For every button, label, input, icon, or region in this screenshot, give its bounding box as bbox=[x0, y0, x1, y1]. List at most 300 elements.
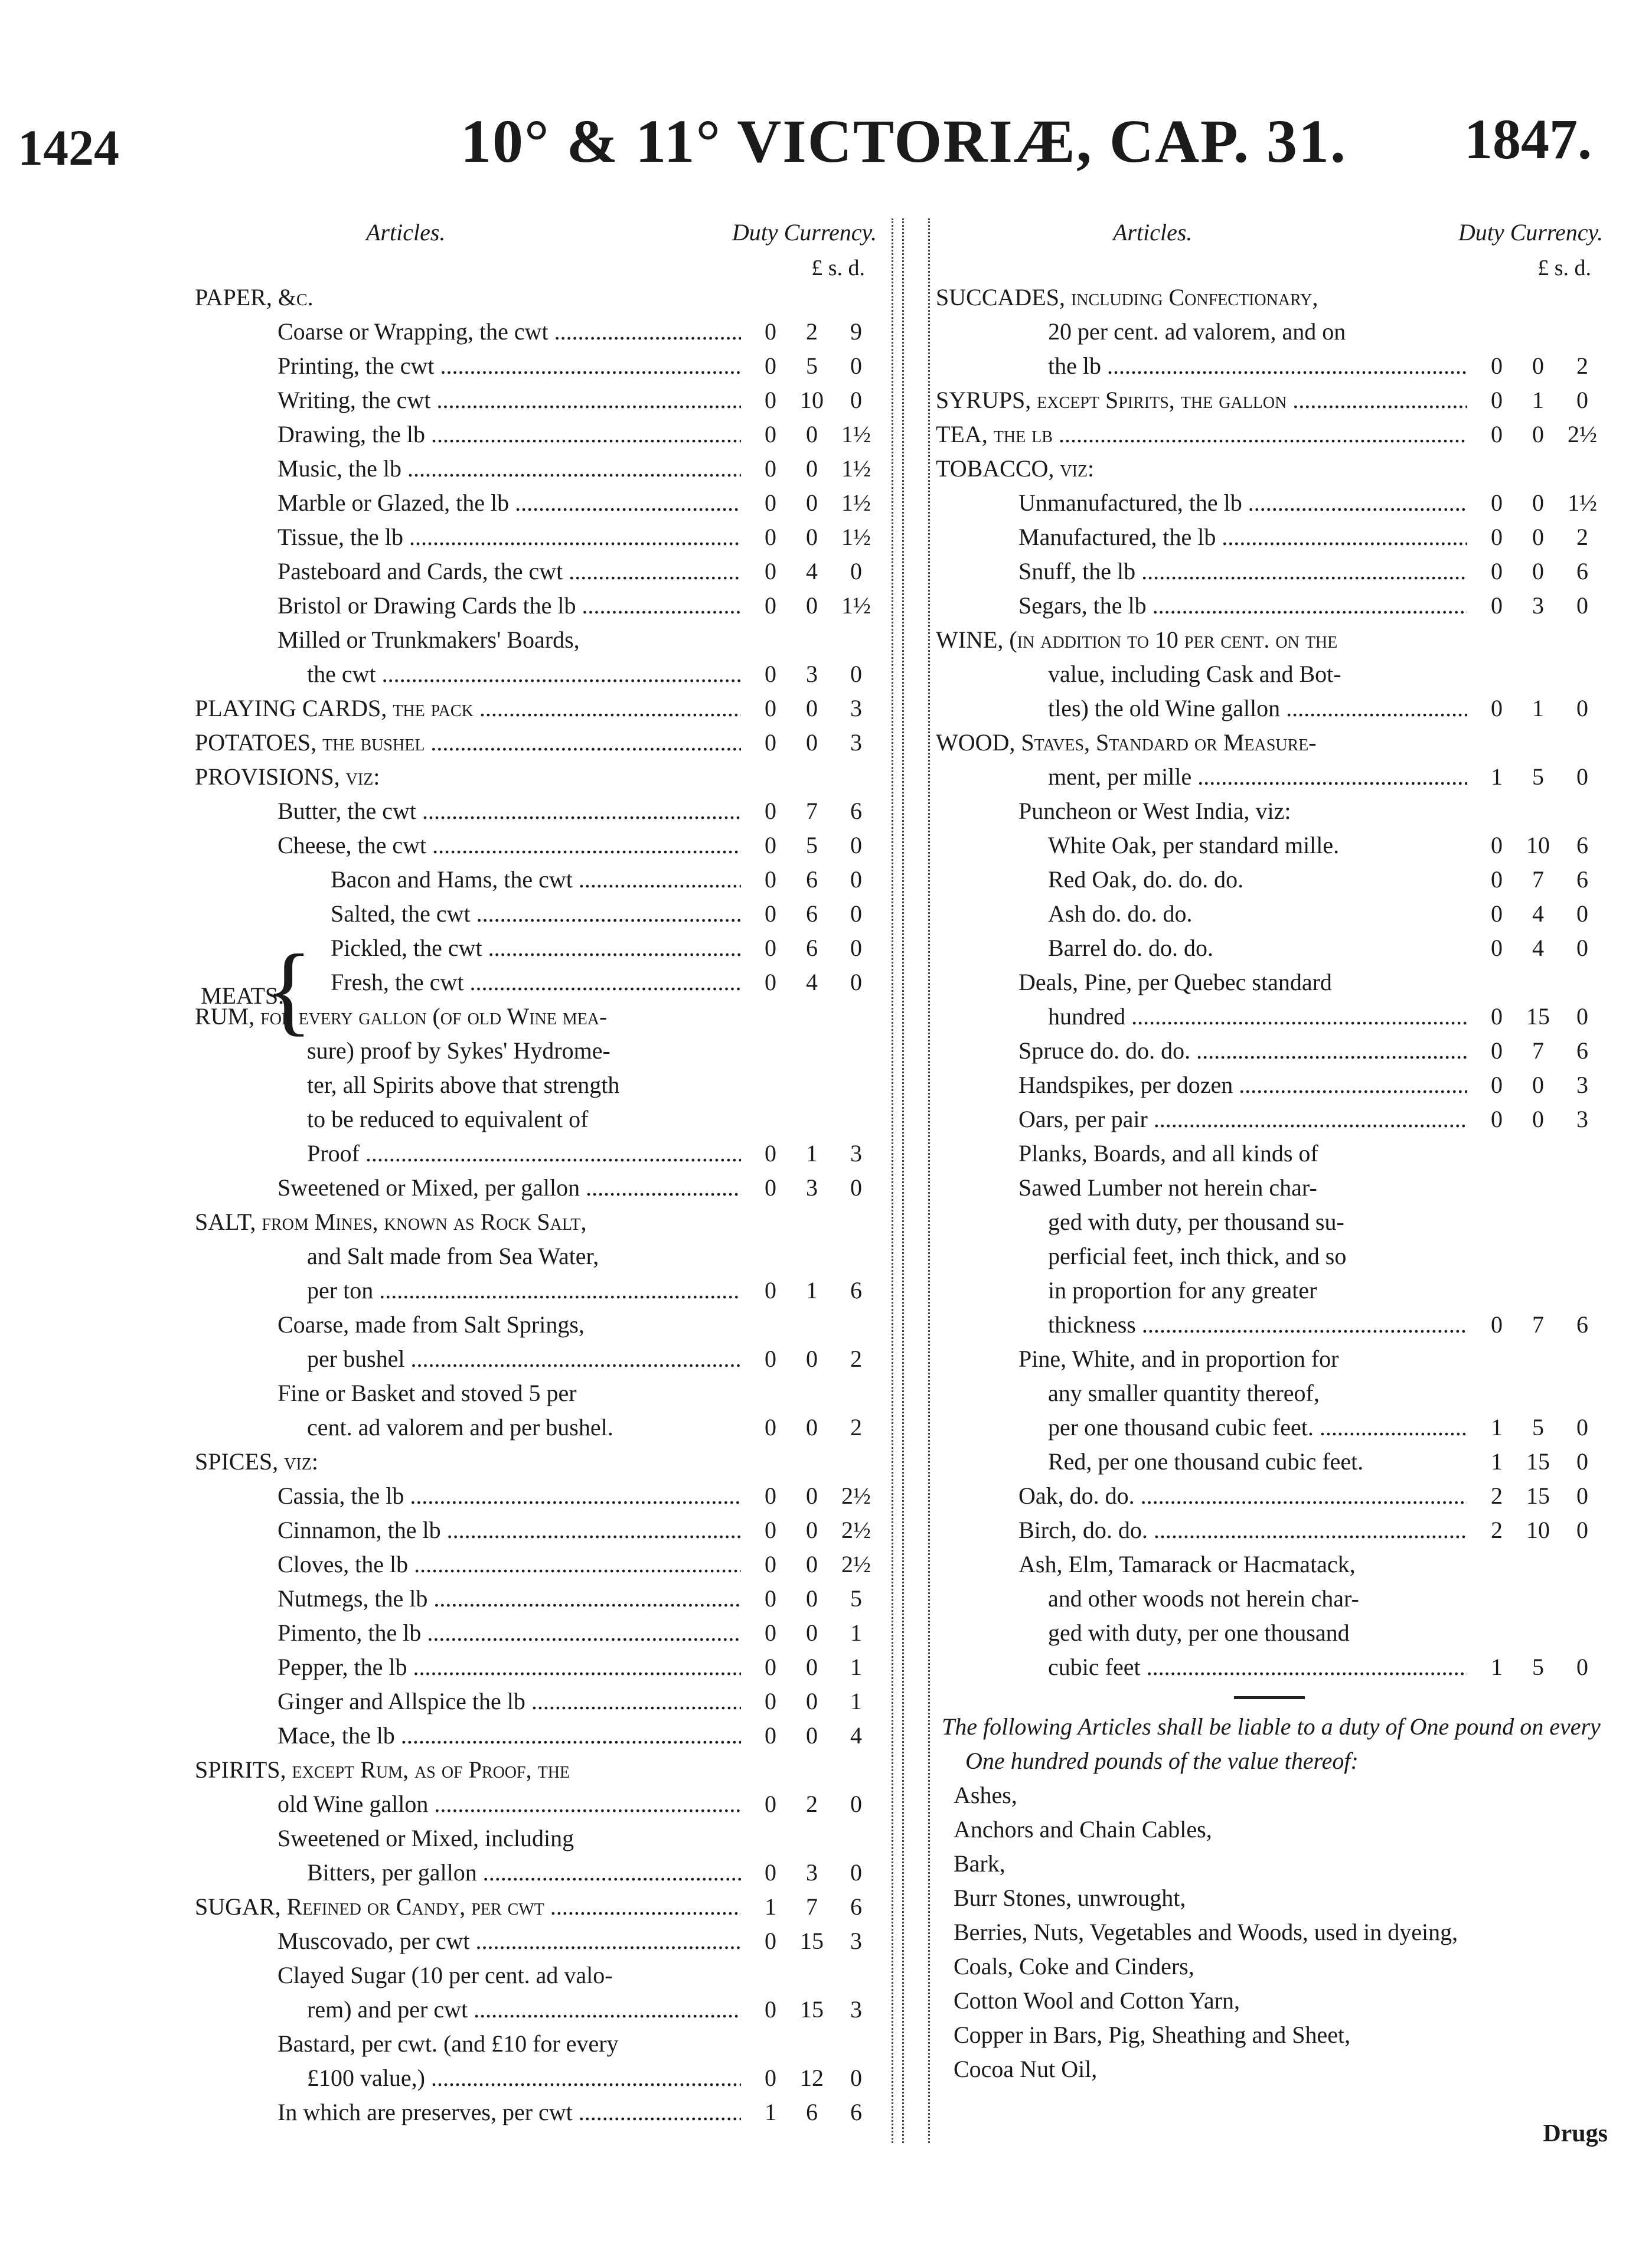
tariff-row bbox=[936, 657, 1603, 691]
article-text: Sawed Lumber not herein char- bbox=[1018, 1174, 1317, 1201]
tariff-row bbox=[195, 1513, 877, 1547]
tariff-row bbox=[936, 280, 1603, 315]
pence-value: 0 bbox=[850, 969, 862, 995]
tariff-row bbox=[195, 1342, 877, 1376]
article-text: Pasteboard and Cards, the cwt ..... bbox=[277, 554, 741, 589]
article-text: Music, the lb ..... bbox=[277, 452, 741, 486]
shillings-value: 6 bbox=[806, 2099, 818, 2125]
tariff-row bbox=[195, 828, 877, 863]
article-text: cubic feet ..... bbox=[1048, 1650, 1467, 1684]
article-text: TOBACCO, viz: bbox=[936, 455, 1095, 482]
pence-value: 0 bbox=[1576, 1414, 1588, 1441]
shillings-value: 0 bbox=[806, 421, 818, 448]
tariff-row bbox=[936, 452, 1603, 486]
shillings-value: 15 bbox=[800, 1996, 824, 2023]
pence-value: 2½ bbox=[1568, 421, 1597, 448]
tariff-row bbox=[195, 897, 877, 931]
shillings-value: 0 bbox=[806, 1585, 818, 1612]
pounds-value: 0 bbox=[765, 455, 776, 482]
tariff-row bbox=[195, 2027, 877, 2061]
article-text: Red, per one thousand cubic feet. bbox=[1048, 1448, 1364, 1475]
article-text: Nutmegs, the lb ..... bbox=[277, 1582, 741, 1616]
tariff-row bbox=[936, 1342, 1603, 1376]
article-text: hundred ..... bbox=[1048, 1000, 1467, 1034]
shillings-value: 6 bbox=[806, 900, 818, 927]
pence-value: 3 bbox=[1576, 1106, 1588, 1132]
tariff-row bbox=[195, 623, 877, 657]
shillings-value: 0 bbox=[1532, 352, 1544, 379]
tariff-row bbox=[195, 486, 877, 520]
article-text: Red Oak, do. do. do. bbox=[1048, 866, 1244, 893]
pounds-value: 0 bbox=[1491, 900, 1503, 927]
pounds-value: 0 bbox=[765, 969, 776, 995]
shillings-value: 10 bbox=[1526, 832, 1550, 858]
article-text: per ton ..... bbox=[307, 1273, 741, 1308]
pounds-value: 0 bbox=[765, 387, 776, 413]
pounds-value: 0 bbox=[1491, 387, 1503, 413]
article-text: to be reduced to equivalent of bbox=[307, 1106, 589, 1132]
article-text: RUM, for every gallon (of old Wine mea- bbox=[195, 1003, 608, 1030]
pence-value: 0 bbox=[850, 352, 862, 379]
tariff-row bbox=[195, 1958, 877, 1993]
ad-valorem-articles-list bbox=[936, 1778, 1603, 2086]
tariff-row bbox=[195, 349, 877, 383]
tariff-row bbox=[195, 2095, 877, 2130]
pounds-value: 0 bbox=[1491, 935, 1503, 961]
tariff-row bbox=[195, 1102, 877, 1136]
pounds-value: 0 bbox=[765, 935, 776, 961]
pounds-value: 0 bbox=[765, 1585, 776, 1612]
article-text: in proportion for any greater bbox=[1048, 1277, 1317, 1304]
pence-value: 6 bbox=[1576, 1037, 1588, 1064]
tariff-row bbox=[936, 383, 1603, 417]
article-text: Spruce do. do. do. ..... bbox=[1018, 1034, 1467, 1068]
currency-units-label: £ s. d. bbox=[811, 256, 865, 280]
pounds-value: 1 bbox=[1491, 1414, 1503, 1441]
article-text: Cassia, the lb ..... bbox=[277, 1479, 741, 1513]
tariff-row bbox=[936, 486, 1603, 520]
shillings-value: 6 bbox=[806, 866, 818, 893]
pence-value: 6 bbox=[1576, 832, 1588, 858]
shillings-value: 6 bbox=[806, 935, 818, 961]
pounds-value: 1 bbox=[1491, 1654, 1503, 1680]
tariff-row bbox=[195, 1650, 877, 1684]
pence-value: 3 bbox=[850, 1996, 862, 2023]
article-text: value, including Cask and Bot- bbox=[1048, 661, 1341, 687]
list-item: Berries, Nuts, Vegetables and Woods, used in dyeing, bbox=[954, 1919, 1458, 1945]
article-text: rem) and per cwt ..... bbox=[307, 1993, 741, 2027]
pounds-value: 0 bbox=[765, 592, 776, 619]
pounds-value: 0 bbox=[765, 558, 776, 584]
pence-value: 2 bbox=[1576, 352, 1588, 379]
pence-value: 6 bbox=[850, 798, 862, 824]
shillings-value: 0 bbox=[806, 1414, 818, 1441]
article-text: Oak, do. do. ..... bbox=[1018, 1479, 1467, 1513]
shillings-value: 7 bbox=[1532, 1037, 1544, 1064]
pounds-value: 0 bbox=[765, 1551, 776, 1578]
tariff-row bbox=[195, 1787, 877, 1821]
pence-value: 0 bbox=[1576, 1003, 1588, 1030]
pounds-value: 0 bbox=[765, 900, 776, 927]
pounds-value: 1 bbox=[1491, 1448, 1503, 1475]
article-text: Planks, Boards, and all kinds of bbox=[1018, 1140, 1318, 1167]
tariff-row bbox=[195, 1410, 877, 1445]
shillings-value: 0 bbox=[1532, 421, 1544, 448]
pence-value: 1½ bbox=[1568, 489, 1597, 516]
pence-value: 3 bbox=[850, 1140, 862, 1167]
pence-value: 1½ bbox=[841, 421, 871, 448]
tariff-row bbox=[195, 1719, 877, 1753]
pounds-value: 0 bbox=[765, 661, 776, 687]
pence-value: 6 bbox=[1576, 558, 1588, 584]
tariff-row bbox=[195, 1136, 877, 1171]
tariff-row bbox=[936, 1068, 1603, 1102]
page-title: 10° & 11° VICTORIÆ, CAP. 31. bbox=[461, 107, 1347, 175]
pounds-value: 0 bbox=[1491, 1106, 1503, 1132]
shillings-value: 3 bbox=[1532, 592, 1544, 619]
shillings-value: 0 bbox=[806, 1654, 818, 1680]
pounds-value: 0 bbox=[765, 2065, 776, 2091]
pounds-value: 0 bbox=[765, 1345, 776, 1372]
tariff-row bbox=[936, 1547, 1603, 1582]
article-text: ment, per mille ..... bbox=[1048, 760, 1467, 794]
brace-glyph: { bbox=[265, 934, 313, 1045]
article-text: Deals, Pine, per Quebec standard bbox=[1018, 969, 1332, 995]
article-text: ged with duty, per one thousand bbox=[1048, 1619, 1350, 1646]
tariff-row bbox=[195, 1890, 877, 1924]
pence-value: 6 bbox=[1576, 866, 1588, 893]
tariff-row bbox=[195, 1239, 877, 1273]
shillings-value: 0 bbox=[806, 1722, 818, 1749]
article-text: Ash, Elm, Tamarack or Hacmatack, bbox=[1018, 1551, 1356, 1578]
list-item: Bark, bbox=[954, 1850, 1005, 1877]
article-text: In which are preserves, per cwt ..... bbox=[277, 2095, 741, 2130]
tariff-row bbox=[936, 1445, 1603, 1479]
article-text: Clayed Sugar (10 per cent. ad valo- bbox=[277, 1962, 613, 1988]
pence-value: 0 bbox=[850, 866, 862, 893]
ad-valorem-note: The following Articles shall be liable to a duty of One pound on every One hundred pounds of the value thereof: bbox=[942, 1713, 1601, 1774]
article-text: Bitters, per gallon ..... bbox=[307, 1856, 741, 1890]
article-text: Bristol or Drawing Cards the lb ..... bbox=[277, 589, 741, 623]
tariff-row bbox=[195, 1821, 877, 1856]
shillings-value: 5 bbox=[806, 832, 818, 858]
shillings-value: 12 bbox=[800, 2065, 824, 2091]
shillings-value: 2 bbox=[806, 1791, 818, 1817]
article-text: Marble or Glazed, the lb ..... bbox=[277, 486, 741, 520]
pounds-value: 0 bbox=[765, 729, 776, 756]
pence-value: 3 bbox=[850, 1928, 862, 1954]
pence-value: 0 bbox=[1576, 695, 1588, 721]
shillings-value: 0 bbox=[806, 592, 818, 619]
tariff-row bbox=[195, 589, 877, 623]
tariff-row bbox=[936, 691, 1603, 726]
article-text: Fine or Basket and stoved 5 per bbox=[277, 1380, 577, 1406]
pence-value: 6 bbox=[850, 1277, 862, 1304]
tariff-row bbox=[195, 794, 877, 828]
tariff-row bbox=[936, 863, 1603, 897]
currency-units bbox=[936, 251, 1603, 280]
pence-value: 6 bbox=[850, 1893, 862, 1920]
article-text: Pimento, the lb ..... bbox=[277, 1616, 741, 1650]
article-text: SUCCADES, including Confectionary, bbox=[936, 284, 1318, 311]
shillings-value: 0 bbox=[1532, 489, 1544, 516]
article-text: Segars, the lb ..... bbox=[1018, 589, 1467, 623]
pounds-value: 0 bbox=[765, 1722, 776, 1749]
tariff-row bbox=[936, 1479, 1603, 1513]
pence-value: 0 bbox=[850, 1859, 862, 1886]
pounds-value: 0 bbox=[1491, 1311, 1503, 1338]
list-item: Anchors and Chain Cables, bbox=[954, 1816, 1212, 1843]
tariff-row bbox=[936, 828, 1603, 863]
tariff-row bbox=[195, 1616, 877, 1650]
article-text: PLAYING CARDS, the pack ..... bbox=[195, 691, 741, 726]
article-text: Cloves, the lb ..... bbox=[277, 1547, 741, 1582]
article-text: ged with duty, per thousand su- bbox=[1048, 1209, 1344, 1235]
pounds-value: 1 bbox=[765, 1893, 776, 1920]
shillings-value: 15 bbox=[1526, 1003, 1550, 1030]
article-text: Coarse, made from Salt Springs, bbox=[277, 1311, 585, 1338]
article-text: the lb ..... bbox=[1048, 349, 1467, 383]
article-text: SYRUPS, except Spirits, the gallon ..... bbox=[936, 383, 1467, 417]
article-text: ter, all Spirits above that strength bbox=[307, 1072, 620, 1098]
pounds-value: 1 bbox=[765, 2099, 776, 2125]
shillings-value: 0 bbox=[806, 455, 818, 482]
article-text: cent. ad valorem and per bushel. bbox=[307, 1414, 613, 1441]
pounds-value: 0 bbox=[1491, 1072, 1503, 1098]
pounds-value: 0 bbox=[765, 798, 776, 824]
tariff-row bbox=[195, 417, 877, 452]
pence-value: 1 bbox=[850, 1619, 862, 1646]
shillings-value: 1 bbox=[806, 1277, 818, 1304]
pounds-value: 0 bbox=[765, 1688, 776, 1714]
pence-value: 0 bbox=[1576, 592, 1588, 619]
list-item: Ashes, bbox=[954, 1782, 1017, 1808]
currency-units bbox=[195, 251, 877, 280]
shillings-value: 5 bbox=[806, 352, 818, 379]
tariff-row bbox=[195, 520, 877, 554]
pence-value: 1½ bbox=[841, 489, 871, 516]
article-text: per bushel ..... bbox=[307, 1342, 741, 1376]
article-text: WINE, (in addition to 10 per cent. on the bbox=[936, 626, 1338, 653]
article-text: PAPER, &c. bbox=[195, 284, 314, 311]
pounds-value: 0 bbox=[1491, 832, 1503, 858]
currency-units-label: £ s. d. bbox=[1537, 256, 1591, 280]
article-text: thickness ..... bbox=[1048, 1308, 1467, 1342]
tariff-row bbox=[936, 1513, 1603, 1547]
shillings-value: 0 bbox=[806, 1551, 818, 1578]
list-item: Coals, Coke and Cinders, bbox=[954, 1953, 1194, 1980]
article-text: Mace, the lb ..... bbox=[277, 1719, 741, 1753]
tariff-row bbox=[936, 1171, 1603, 1205]
article-text: Milled or Trunkmakers' Boards, bbox=[277, 626, 580, 653]
shillings-value: 0 bbox=[806, 695, 818, 721]
shillings-value: 0 bbox=[806, 1688, 818, 1714]
tariff-row bbox=[936, 1273, 1603, 1308]
pence-value: 1 bbox=[850, 1688, 862, 1714]
tariff-row bbox=[195, 554, 877, 589]
tariff-row bbox=[195, 280, 877, 315]
pounds-value: 0 bbox=[765, 1482, 776, 1509]
page-number: 1424 bbox=[18, 119, 119, 176]
tariff-row bbox=[195, 1205, 877, 1239]
tariff-row bbox=[936, 931, 1603, 965]
pounds-value: 0 bbox=[765, 1277, 776, 1304]
column-headings bbox=[195, 215, 877, 251]
tariff-row bbox=[195, 1684, 877, 1719]
article-text: Sweetened or Mixed, including bbox=[277, 1825, 574, 1851]
pounds-value: 0 bbox=[765, 1414, 776, 1441]
articles-heading: Articles. bbox=[1113, 219, 1193, 246]
pounds-value: 0 bbox=[1491, 1037, 1503, 1064]
article-text: 20 per cent. ad valorem, and on bbox=[1048, 318, 1346, 345]
shillings-value: 5 bbox=[1532, 1414, 1544, 1441]
article-text: Birch, do. do. ..... bbox=[1018, 1513, 1467, 1547]
pounds-value: 0 bbox=[765, 695, 776, 721]
article-text: Barrel do. do. do. bbox=[1048, 935, 1213, 961]
tariff-row bbox=[195, 452, 877, 486]
shillings-value: 0 bbox=[806, 729, 818, 756]
article-text: perficial feet, inch thick, and so bbox=[1048, 1243, 1347, 1269]
tariff-row bbox=[195, 1856, 877, 1890]
meats-label: MEATS. bbox=[201, 982, 285, 1009]
pence-value: 2 bbox=[1576, 524, 1588, 550]
pounds-value: 0 bbox=[765, 1654, 776, 1680]
pence-value: 0 bbox=[1576, 900, 1588, 927]
pence-value: 6 bbox=[1576, 1311, 1588, 1338]
article-text: Butter, the cwt ..... bbox=[277, 794, 741, 828]
article-text: Manufactured, the lb ..... bbox=[1018, 520, 1467, 554]
article-text: Ash do. do. do. bbox=[1048, 900, 1193, 927]
pence-value: 2 bbox=[850, 1345, 862, 1372]
article-text: Bastard, per cwt. (and £10 for every bbox=[277, 2030, 619, 2057]
tariff-row bbox=[195, 691, 877, 726]
pounds-value: 0 bbox=[765, 318, 776, 345]
tariff-row bbox=[936, 1136, 1603, 1171]
tariff-row bbox=[936, 760, 1603, 794]
tariff-row bbox=[936, 1205, 1603, 1239]
pence-value: 5 bbox=[850, 1585, 862, 1612]
shillings-value: 0 bbox=[1532, 1106, 1544, 1132]
tariff-row bbox=[195, 1582, 877, 1616]
shillings-value: 10 bbox=[800, 387, 824, 413]
pounds-value: 0 bbox=[1491, 866, 1503, 893]
tariff-row bbox=[195, 657, 877, 691]
column-divider bbox=[892, 218, 893, 2143]
pounds-value: 0 bbox=[765, 1928, 776, 1954]
shillings-value: 0 bbox=[1532, 558, 1544, 584]
shillings-value: 0 bbox=[806, 1345, 818, 1372]
shillings-value: 4 bbox=[1532, 900, 1544, 927]
article-text: Cheese, the cwt ..... bbox=[277, 828, 741, 863]
pounds-value: 0 bbox=[765, 489, 776, 516]
right-tariff-list bbox=[936, 280, 1603, 1684]
pence-value: 0 bbox=[1576, 1654, 1588, 1680]
article-text: TEA, the lb ..... bbox=[936, 417, 1467, 452]
pence-value: 0 bbox=[850, 1174, 862, 1201]
left-tariff-list bbox=[195, 280, 877, 2130]
pence-value: 1½ bbox=[841, 524, 871, 550]
shillings-value: 15 bbox=[1526, 1448, 1550, 1475]
shillings-value: 2 bbox=[806, 318, 818, 345]
tariff-row bbox=[936, 520, 1603, 554]
pence-value: 0 bbox=[1576, 1517, 1588, 1543]
article-text: SUGAR, Refined or Candy, per cwt ..... bbox=[195, 1890, 741, 1924]
shillings-value: 7 bbox=[806, 798, 818, 824]
tariff-row bbox=[936, 794, 1603, 828]
tariff-row bbox=[195, 1068, 877, 1102]
article-text: PROVISIONS, viz: bbox=[195, 763, 380, 790]
tariff-row bbox=[936, 315, 1603, 349]
shillings-value: 0 bbox=[806, 1482, 818, 1509]
pence-value: 6 bbox=[850, 2099, 862, 2125]
pounds-value: 0 bbox=[1491, 1003, 1503, 1030]
shillings-value: 7 bbox=[1532, 1311, 1544, 1338]
pounds-value: 0 bbox=[1491, 592, 1503, 619]
shillings-value: 7 bbox=[806, 1893, 818, 1920]
tariff-row bbox=[936, 1308, 1603, 1342]
article-text: Coarse or Wrapping, the cwt ..... bbox=[277, 315, 741, 349]
pounds-value: 0 bbox=[765, 866, 776, 893]
tariff-row bbox=[195, 760, 877, 794]
article-text: Cinnamon, the lb ..... bbox=[277, 1513, 741, 1547]
list-item: Copper in Bars, Pig, Sheathing and Sheet, bbox=[954, 2021, 1351, 2048]
tariff-row bbox=[936, 726, 1603, 760]
article-text: Pepper, the lb ..... bbox=[277, 1650, 741, 1684]
pounds-value: 0 bbox=[765, 832, 776, 858]
tariff-row bbox=[936, 1102, 1603, 1136]
tariff-row bbox=[195, 1445, 877, 1479]
shillings-value: 0 bbox=[806, 1517, 818, 1543]
pounds-value: 2 bbox=[1491, 1482, 1503, 1509]
pounds-value: 0 bbox=[765, 1996, 776, 2023]
article-text: Unmanufactured, the lb ..... bbox=[1018, 486, 1467, 520]
column-divider bbox=[902, 218, 904, 2143]
shillings-value: 0 bbox=[1532, 524, 1544, 550]
pence-value: 2 bbox=[850, 1414, 862, 1441]
shillings-value: 15 bbox=[800, 1928, 824, 1954]
tariff-row bbox=[936, 1034, 1603, 1068]
tariff-row bbox=[936, 417, 1603, 452]
tariff-row bbox=[936, 589, 1603, 623]
shillings-value: 5 bbox=[1532, 763, 1544, 790]
article-text: the cwt ..... bbox=[307, 657, 741, 691]
shillings-value: 4 bbox=[1532, 935, 1544, 961]
pounds-value: 0 bbox=[765, 421, 776, 448]
pence-value: 0 bbox=[1576, 1448, 1588, 1475]
tariff-row bbox=[936, 1650, 1603, 1684]
tariff-row bbox=[195, 1547, 877, 1582]
pence-value: 1 bbox=[850, 1654, 862, 1680]
article-text: Tissue, the lb ..... bbox=[277, 520, 741, 554]
pounds-value: 0 bbox=[765, 524, 776, 550]
tariff-row bbox=[936, 1376, 1603, 1410]
pounds-value: 0 bbox=[1491, 352, 1503, 379]
pence-value: 0 bbox=[850, 387, 862, 413]
duty-heading: Duty Currency. bbox=[1458, 219, 1603, 246]
shillings-value: 3 bbox=[806, 1859, 818, 1886]
tariff-row bbox=[195, 863, 877, 897]
pence-value: 0 bbox=[1576, 387, 1588, 413]
pounds-value: 0 bbox=[765, 1859, 776, 1886]
article-text: Writing, the cwt ..... bbox=[277, 383, 741, 417]
article-text: any smaller quantity thereof, bbox=[1048, 1380, 1320, 1406]
left-column bbox=[195, 215, 877, 2130]
shillings-value: 3 bbox=[806, 1174, 818, 1201]
article-text: Drawing, the lb ..... bbox=[277, 417, 741, 452]
tariff-row bbox=[195, 315, 877, 349]
article-text: Puncheon or West India, viz: bbox=[1018, 798, 1291, 824]
shillings-value: 0 bbox=[806, 489, 818, 516]
